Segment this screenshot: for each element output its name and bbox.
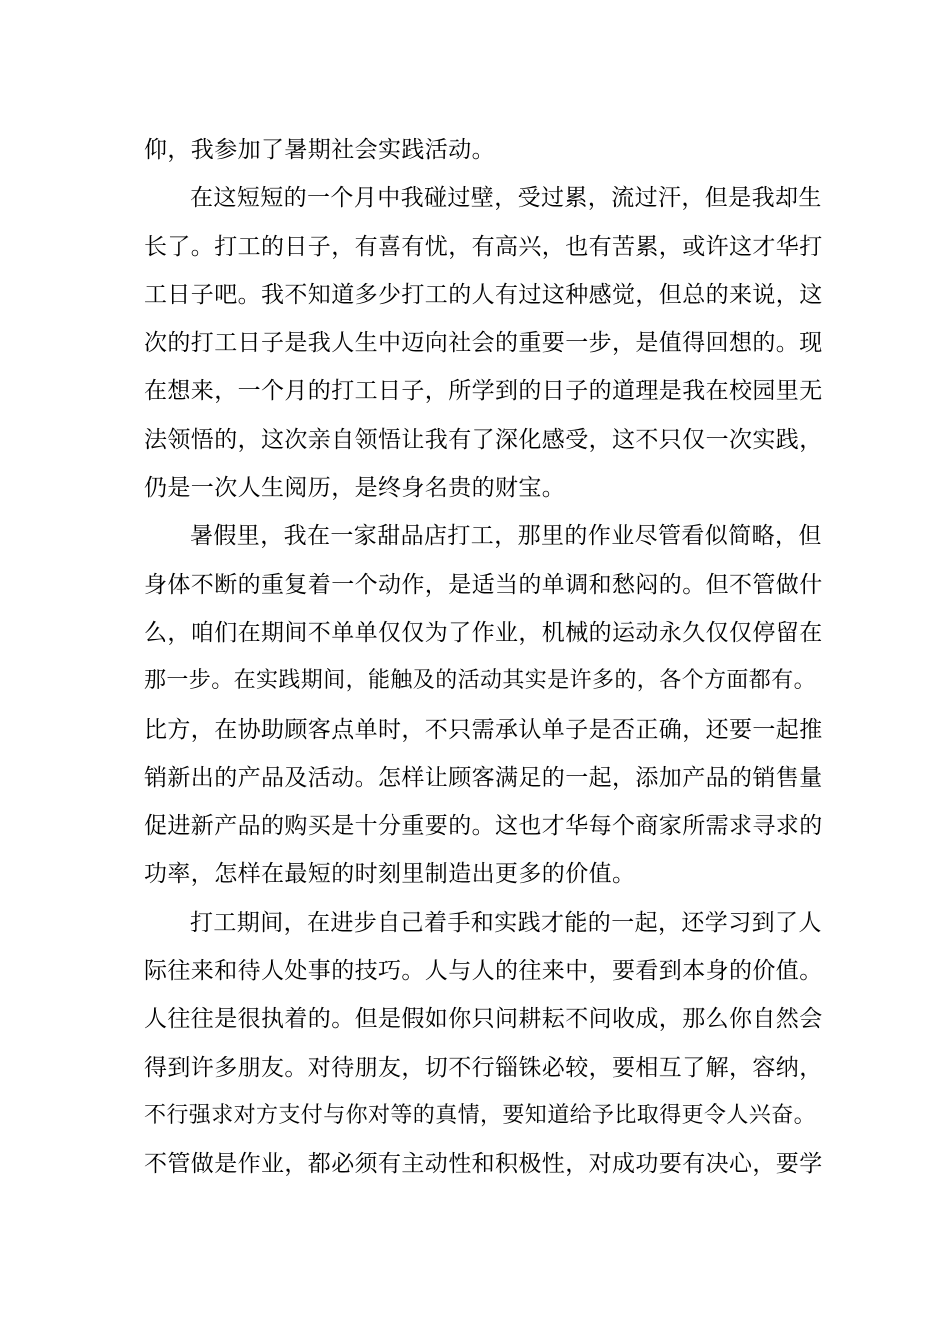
body-text [144,126,824,1189]
text-line: 销新出的产品及活动。怎样让顾客满足的一起，添加产品的销售量 [144,764,823,791]
text-line: 在想来，一个月的打工日子，所学到的日子的道理是我在校园里无 [144,378,823,405]
text-line: 在这短短的一个月中我碰过壁，受过累，流过汗，但是我却生 [190,185,822,212]
text-line: 不管做是作业，都必须有主动性和积极性，对成功要有决心，要学 [144,1151,823,1178]
text-line: 不行强求对方支付与你对等的真情，要知道给予比取得更令人兴奋。 [144,1102,817,1128]
text-line: 人往往是很执着的。但是假如你只问耕耘不问收成，那么你自然会 [144,1006,823,1033]
text-line: 那一步。在实践期间，能触及的活动其实是许多的，各个方面都有。 [144,668,817,694]
text-line: 长了。打工的日子，有喜有忧，有高兴，也有苦累，或许这才华打 [144,233,823,260]
text-line: 得到许多朋友。对待朋友，切不行锱铢必较，要相互了解，容纳， [144,1054,823,1081]
text-line: 仍是一次人生阅历，是终身名贵的财宝。 [144,475,566,502]
text-line: 打工期间，在进步自己着手和实践才能的一起，还学习到了人 [190,909,822,936]
text-line: 暑假里，我在一家甜品店打工，那里的作业尽管看似简略，但 [190,523,822,550]
text-line: 么，咱们在期间不单单仅仅为了作业，机械的运动永久仅仅停留在 [144,619,823,646]
text-line: 次的打工日子是我人生中迈向社会的重要一步，是值得回想的。现 [144,330,823,357]
text-line: 身体不断的重复着一个动作，是适当的单调和愁闷的。但不管做什 [144,571,823,598]
text-line: 功率，怎样在最短的时刻里制造出更多的价值。 [144,861,636,888]
text-line: 工日子吧。我不知道多少打工的人有过这种感觉，但总的来说，这 [144,281,823,308]
text-line: 际往来和待人处事的技巧。人与人的往来中，要看到本身的价值。 [144,958,823,985]
text-line: 比方，在协助顾客点单时，不只需承认单子是否正确，还要一起推 [144,716,823,743]
text-line: 促进新产品的购买是十分重要的。这也才华每个商家所需求寻求的 [144,813,823,840]
text-line: 法领悟的，这次亲自领悟让我有了深化感受，这不只仅一次实践， [144,426,823,453]
text-line: 仰，我参加了暑期社会实践活动。 [144,137,495,163]
